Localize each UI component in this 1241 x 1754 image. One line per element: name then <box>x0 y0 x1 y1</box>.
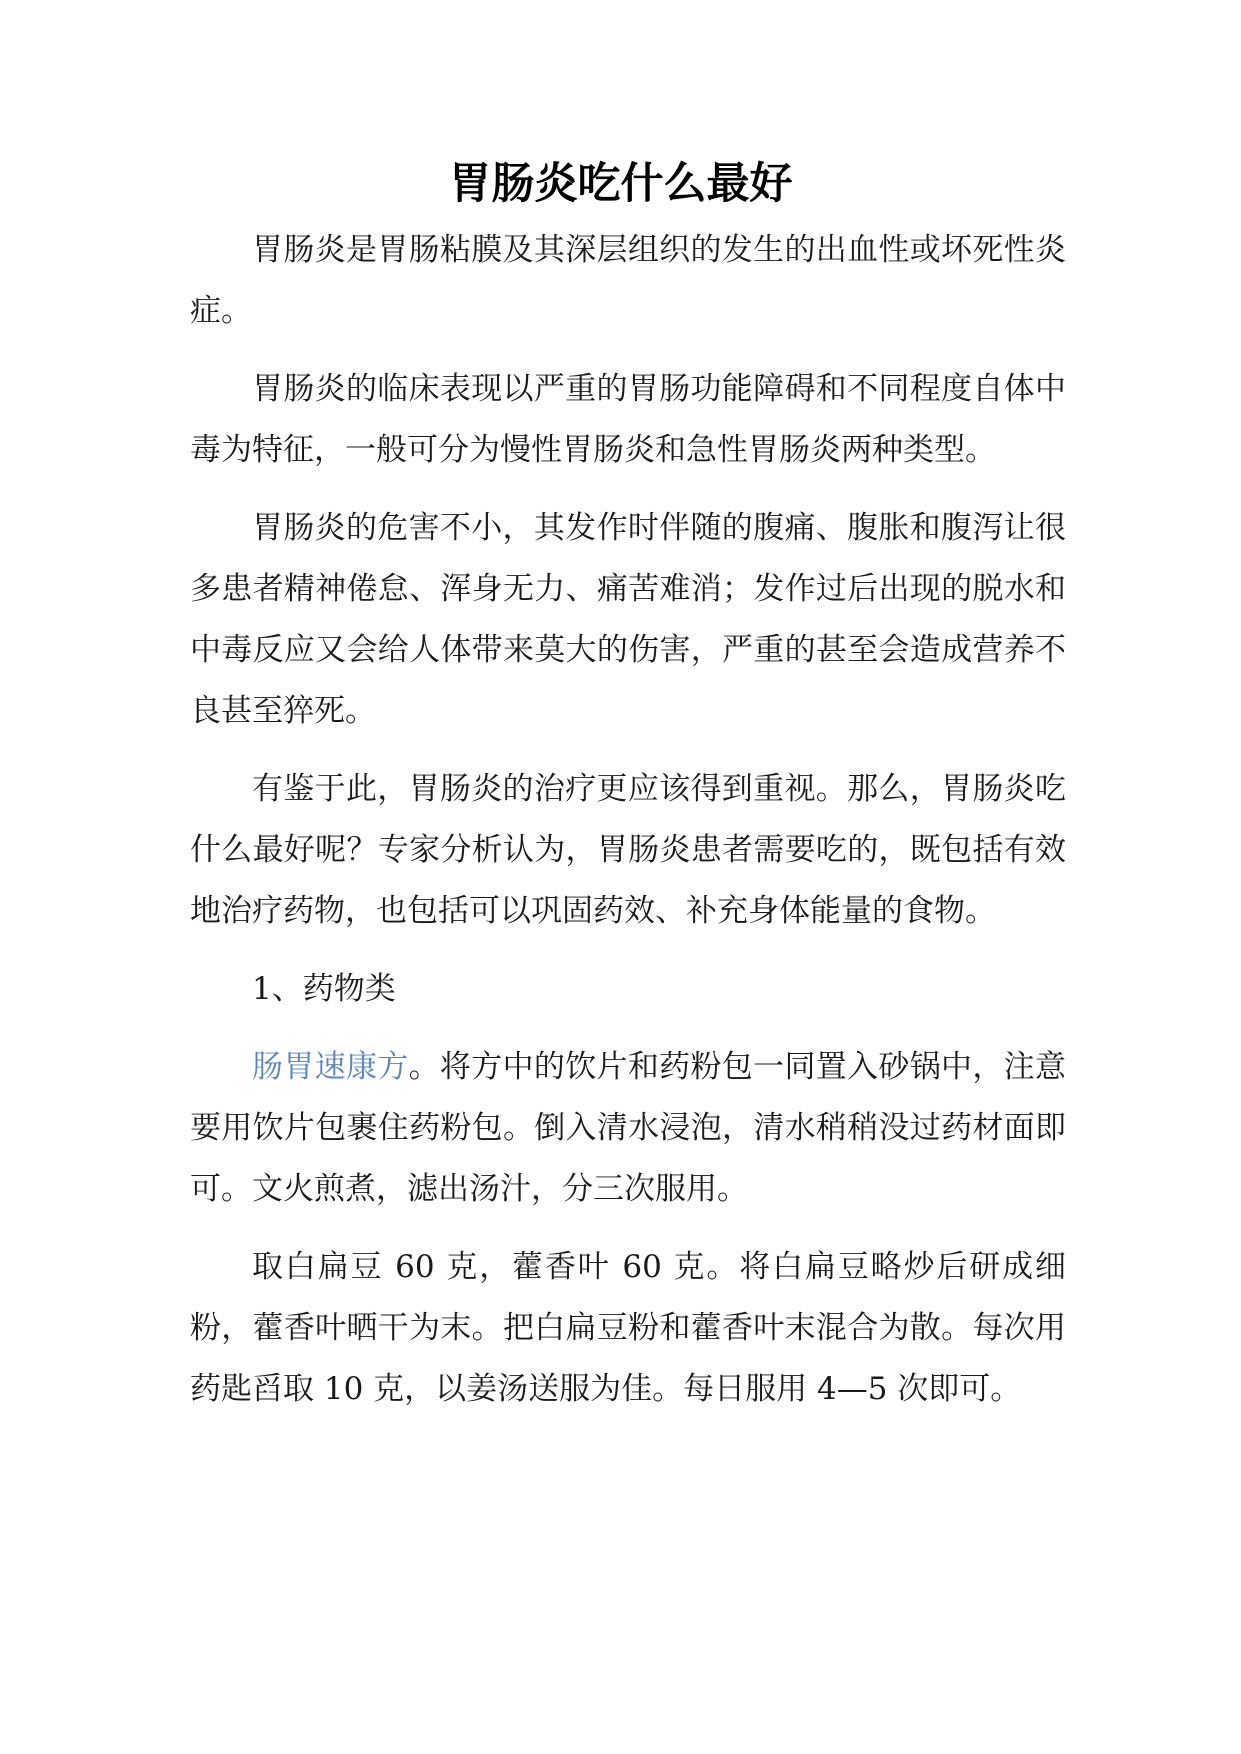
section-heading-medicine: 1、药物类 <box>252 971 396 1007</box>
document-body <box>190 220 1066 1437</box>
paragraph-definition: 胃肠炎是胃肠粘膜及其深层组织的发生的出血性或坏死性炎症。 <box>190 232 1066 329</box>
paragraph-harm: 胃肠炎的危害不小，其发作时伴随的腹痛、腹胀和腹泻让很多患者精神倦怠、浑身无力、痛苦难消；发作过后出现的脱水和中毒反应又会给人体带来莫大的伤害，严重的甚至会造成营养不良甚至猝死。 <box>190 510 1066 729</box>
paragraph-bean-recipe: 取白扁豆 60 克，藿香叶 60 克。将白扁豆略炒后研成细粉，藿香叶晒干为末。把白扁豆粉和藿香叶末混合为散。每次用药匙舀取 10 克，以姜汤送服为佳。每日服用 4—5 次即可。 <box>190 1249 1066 1407</box>
document-title: 胃肠炎吃什么最好 <box>448 159 793 209</box>
paragraph-treatment: 有鉴于此，胃肠炎的治疗更应该得到重视。那么，胃肠炎吃什么最好呢？专家分析认为，胃肠炎患者需要吃的，既包括有效地治疗药物，也包括可以巩固药效、补充身体能量的食物。 <box>190 771 1066 929</box>
recipe-link[interactable]: 肠胃速康方 <box>252 1049 409 1085</box>
paragraph-symptoms: 胃肠炎的临床表现以严重的胃肠功能障碍和不同程度自体中毒为特征，一般可分为慢性胃肠炎和急性胃肠炎两种类型。 <box>190 371 1066 468</box>
paragraph-recipe <box>190 1037 1066 1220</box>
recipe-text: 。将方中的饮片和药粉包一同置入砂锅中，注意要用饮片包裹住药粉包。倒入清水浸泡，清水稍稍没过药材面即可。文火煎煮，滤出汤汁，分三次服用。 <box>190 1049 1067 1207</box>
